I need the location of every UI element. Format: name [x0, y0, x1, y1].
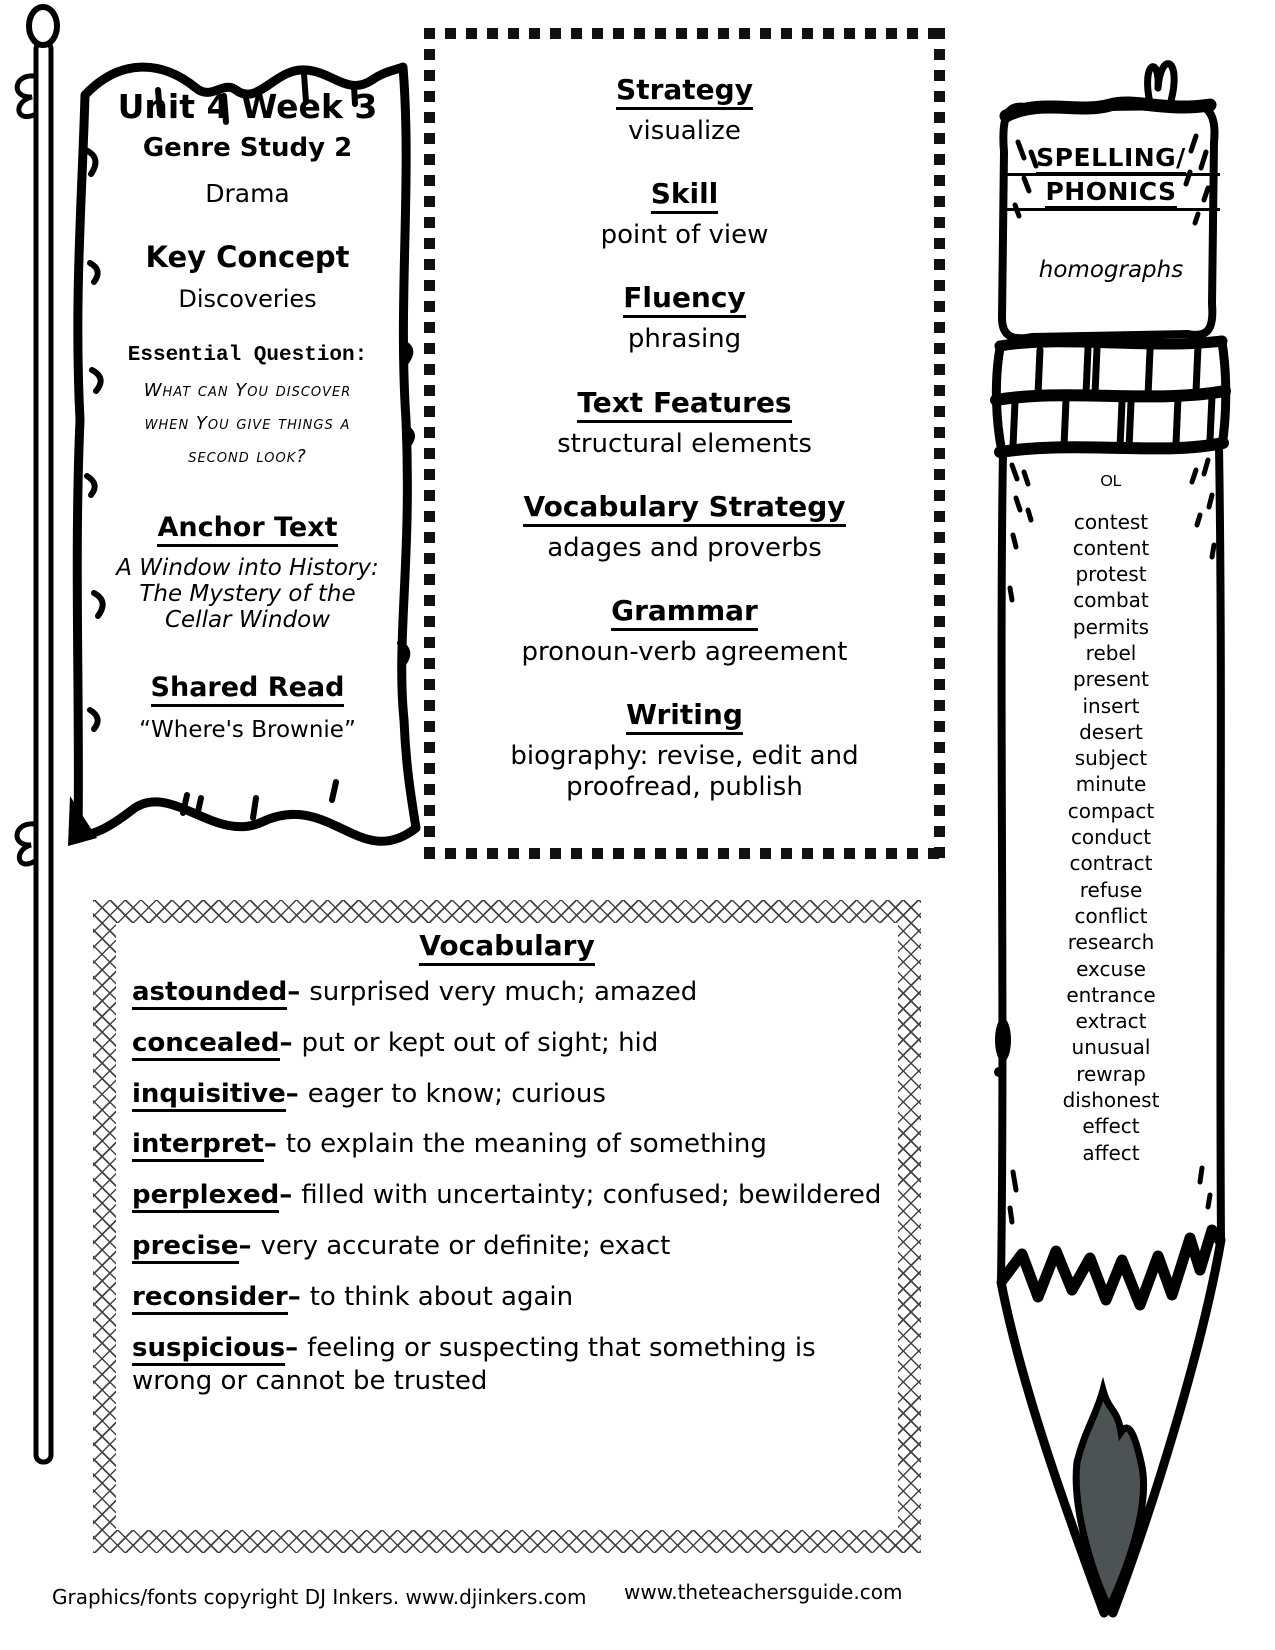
anchor-text-label: Anchor Text	[100, 512, 395, 543]
spelling-word: compact	[1067, 798, 1155, 823]
spelling-word: insert	[1082, 693, 1140, 718]
spelling-skill: homographs	[1038, 256, 1184, 283]
essential-question-label: Essential Question:	[127, 343, 368, 367]
copyright-credit: Graphics/fonts copyright DJ Inkers. www.djinkers.com	[52, 1585, 587, 1609]
pencil-wood-zigzag	[1001, 1230, 1221, 1305]
vocab-entry-reconsider: reconsider– to think about again	[132, 1281, 882, 1315]
fluency-value: phrasing	[627, 324, 742, 355]
spelling-word: conduct	[1070, 825, 1152, 850]
writing-value: biography: revise, edit and proofread, publish	[510, 741, 859, 803]
skill-value: point of view	[600, 220, 769, 251]
spelling-word: excuse	[1076, 956, 1146, 981]
spelling-word: subject	[1074, 746, 1148, 771]
anchor-text-title	[100, 555, 395, 634]
focus-box	[424, 28, 945, 859]
spelling-word: contract	[1069, 851, 1153, 876]
banner-panel	[100, 78, 395, 743]
spelling-word: effect	[1082, 1114, 1140, 1139]
genre-value: Drama	[205, 178, 290, 208]
spelling-word-list	[1002, 509, 1220, 1166]
genre-study-subtitle: Genre Study 2	[142, 132, 353, 163]
anchor-text-line: The Mystery of the	[139, 581, 356, 608]
pencil-top-loop2	[1158, 64, 1174, 101]
vocab-entry-perplexed: perplexed– filled with uncertainty; confused; bewildered	[132, 1179, 882, 1213]
vocab-entry-concealed: concealed– put or kept out of sight; hid	[132, 1027, 882, 1061]
vocab-entry-interpret: interpret– to explain the meaning of something	[132, 1128, 882, 1162]
essential-question-line: when You give things a	[144, 412, 351, 434]
grammar-label: Grammar	[435, 594, 934, 627]
grammar-value: pronoun-verb agreement	[521, 636, 848, 667]
vocabulary-content	[116, 923, 898, 1530]
vocab-entry-astounded: astounded– surprised very much; amazed	[132, 976, 882, 1010]
spelling-word: combat	[1073, 588, 1149, 613]
spelling-word: present	[1072, 667, 1150, 692]
spelling-word: research	[1067, 930, 1155, 955]
spelling-group-label: OL	[1100, 472, 1122, 490]
flagpole	[36, 42, 51, 1462]
spelling-word: conflict	[1074, 903, 1148, 928]
vocabulary-title: Vocabulary	[132, 929, 882, 962]
spelling-word: affect	[1082, 1140, 1140, 1165]
flag-bow-top	[17, 76, 36, 117]
spelling-word: protest	[1075, 562, 1147, 587]
anchor-text-line: A Window into History:	[116, 554, 379, 581]
spelling-word: permits	[1072, 614, 1150, 639]
spelling-word: desert	[1079, 719, 1143, 744]
text-features-label: Text Features	[435, 386, 934, 419]
shared-read-title: “Where's Brownie”	[139, 716, 356, 743]
spelling-panel	[1002, 142, 1220, 1166]
essential-question-text	[100, 374, 395, 474]
text-features-value: structural elements	[557, 428, 812, 459]
spelling-word: dishonest	[1062, 1088, 1160, 1113]
vocab-entry-inquisitive: inquisitive– eager to know; curious	[132, 1078, 882, 1112]
spelling-word: entrance	[1066, 982, 1156, 1007]
flag-bow-bottom	[17, 824, 35, 864]
vocabulary-strategy-label: Vocabulary Strategy	[435, 490, 934, 523]
spelling-word: rebel	[1085, 640, 1137, 665]
strategy-value: visualize	[628, 116, 741, 146]
skill-label: Skill	[435, 177, 934, 210]
essential-question-line: second look?	[188, 446, 307, 468]
flagpole-knob	[29, 7, 57, 45]
spelling-word: rewrap	[1076, 1061, 1146, 1086]
spelling-word: minute	[1075, 772, 1147, 797]
vocabulary-strategy-value: adages and proverbs	[547, 532, 822, 563]
vocabulary-box	[93, 900, 921, 1553]
essential-question-line: What can You discover	[143, 379, 352, 401]
writing-label: Writing	[435, 698, 934, 731]
spelling-phonics-heading: SPELLING/ PHONICS	[1002, 142, 1220, 211]
strategy-label: Strategy	[435, 73, 934, 106]
spelling-word: refuse	[1079, 877, 1143, 902]
source-website: www.theteachersguide.com	[624, 1580, 903, 1604]
vocab-entry-precise: precise– very accurate or definite; exact	[132, 1230, 882, 1264]
key-concept-value: Discoveries	[178, 284, 317, 313]
fluency-label: Fluency	[435, 281, 934, 314]
spelling-word: unusual	[1071, 1035, 1151, 1060]
spelling-word: content	[1072, 535, 1150, 560]
focus-box-content	[435, 39, 934, 848]
unit-week-title: Unit 4 Week 3	[117, 87, 378, 126]
spelling-word: contest	[1073, 509, 1149, 534]
shared-read-label: Shared Read	[100, 672, 395, 703]
spelling-word: extract	[1075, 1009, 1147, 1034]
vocab-entry-suspicious: suspicious– feeling or suspecting that something is wrong or cannot be trusted	[132, 1332, 816, 1397]
anchor-text-line: Cellar Window	[164, 607, 331, 634]
key-concept-label: Key Concept	[145, 239, 350, 274]
